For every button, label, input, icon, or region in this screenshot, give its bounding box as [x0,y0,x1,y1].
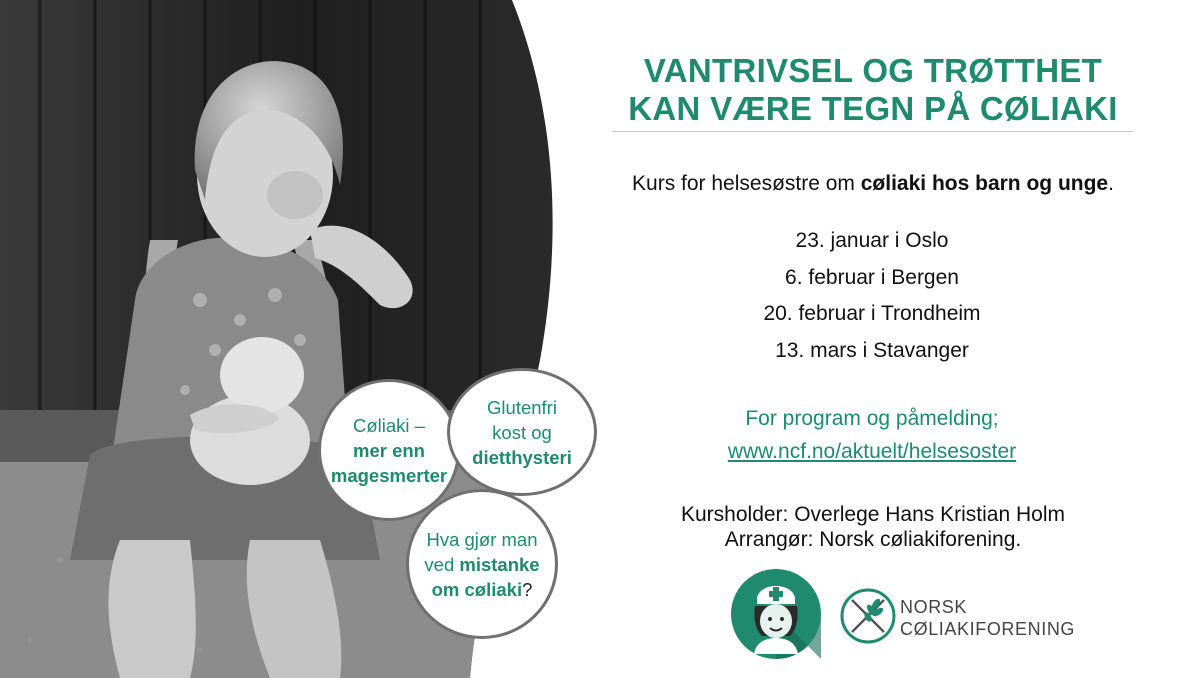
course-holder: Kursholder: Overlege Hans Kristian Holm [681,503,1065,526]
signup-link[interactable]: www.ncf.no/aktuelt/helsesoster [727,440,1017,463]
nurse-icon [730,568,822,660]
date-item: 23. januar i Oslo [795,229,949,252]
divider [612,131,1134,132]
course-info-panel [512,0,1200,678]
ncf-name [900,596,1075,640]
intro-emphasis: cøliaki hos barn og unge [860,172,1109,195]
date-item: 20. februar i Trondheim [763,302,981,325]
bubble-1-line-2: mer enn [353,439,425,461]
title-line-2: KAN VÆRE TEGN PÅ CØLIAKI [628,90,1118,127]
ncf-name-line-1: NORSK [900,597,968,617]
bubble-2-line-3: dietthysteri [472,446,572,468]
title-line-1: VANTRIVSEL OG TRØTTHET [643,52,1103,89]
intro-period: . [1108,172,1114,195]
course-dates [682,226,1062,372]
date-item: 6. februar i Bergen [785,265,959,289]
ncf-name-line-2: CØLIAKIFORENING [900,619,1076,639]
bubble-1-line-3: magesmerter [330,464,448,486]
bubble-3-line-3-bold: om cøliaki [431,578,523,600]
signup-lead: For program og påmelding; [745,407,999,430]
crossed-wheat-icon [838,586,898,646]
bubble-3-line-1: Hva gjør man [426,528,538,550]
bubble-3-question-mark: ? [522,578,533,600]
intro-text: Kurs for helsesøstre om [632,172,861,195]
bubble-suspected-celiac [406,489,558,639]
course-intro [612,172,1134,196]
bubble-2-line-2: kost og [492,421,552,443]
bubble-2-line-1: Glutenfri [487,396,557,418]
course-arranger: Arrangør: Norsk cøliakiforening. [724,528,1022,551]
bubble-gluten-free-diet [447,368,597,496]
date-item: 13. mars i Stavanger [775,338,969,362]
bubble-1-line-1: Cøliaki – [353,414,425,436]
page-title [612,52,1134,128]
bubble-3-line-2-bold: mistanke [459,553,540,575]
bubble-3-line-2-plain: ved [424,553,460,575]
bubble-celiac-more-than-stomach-ache [318,379,460,521]
organizer-info [612,502,1134,552]
